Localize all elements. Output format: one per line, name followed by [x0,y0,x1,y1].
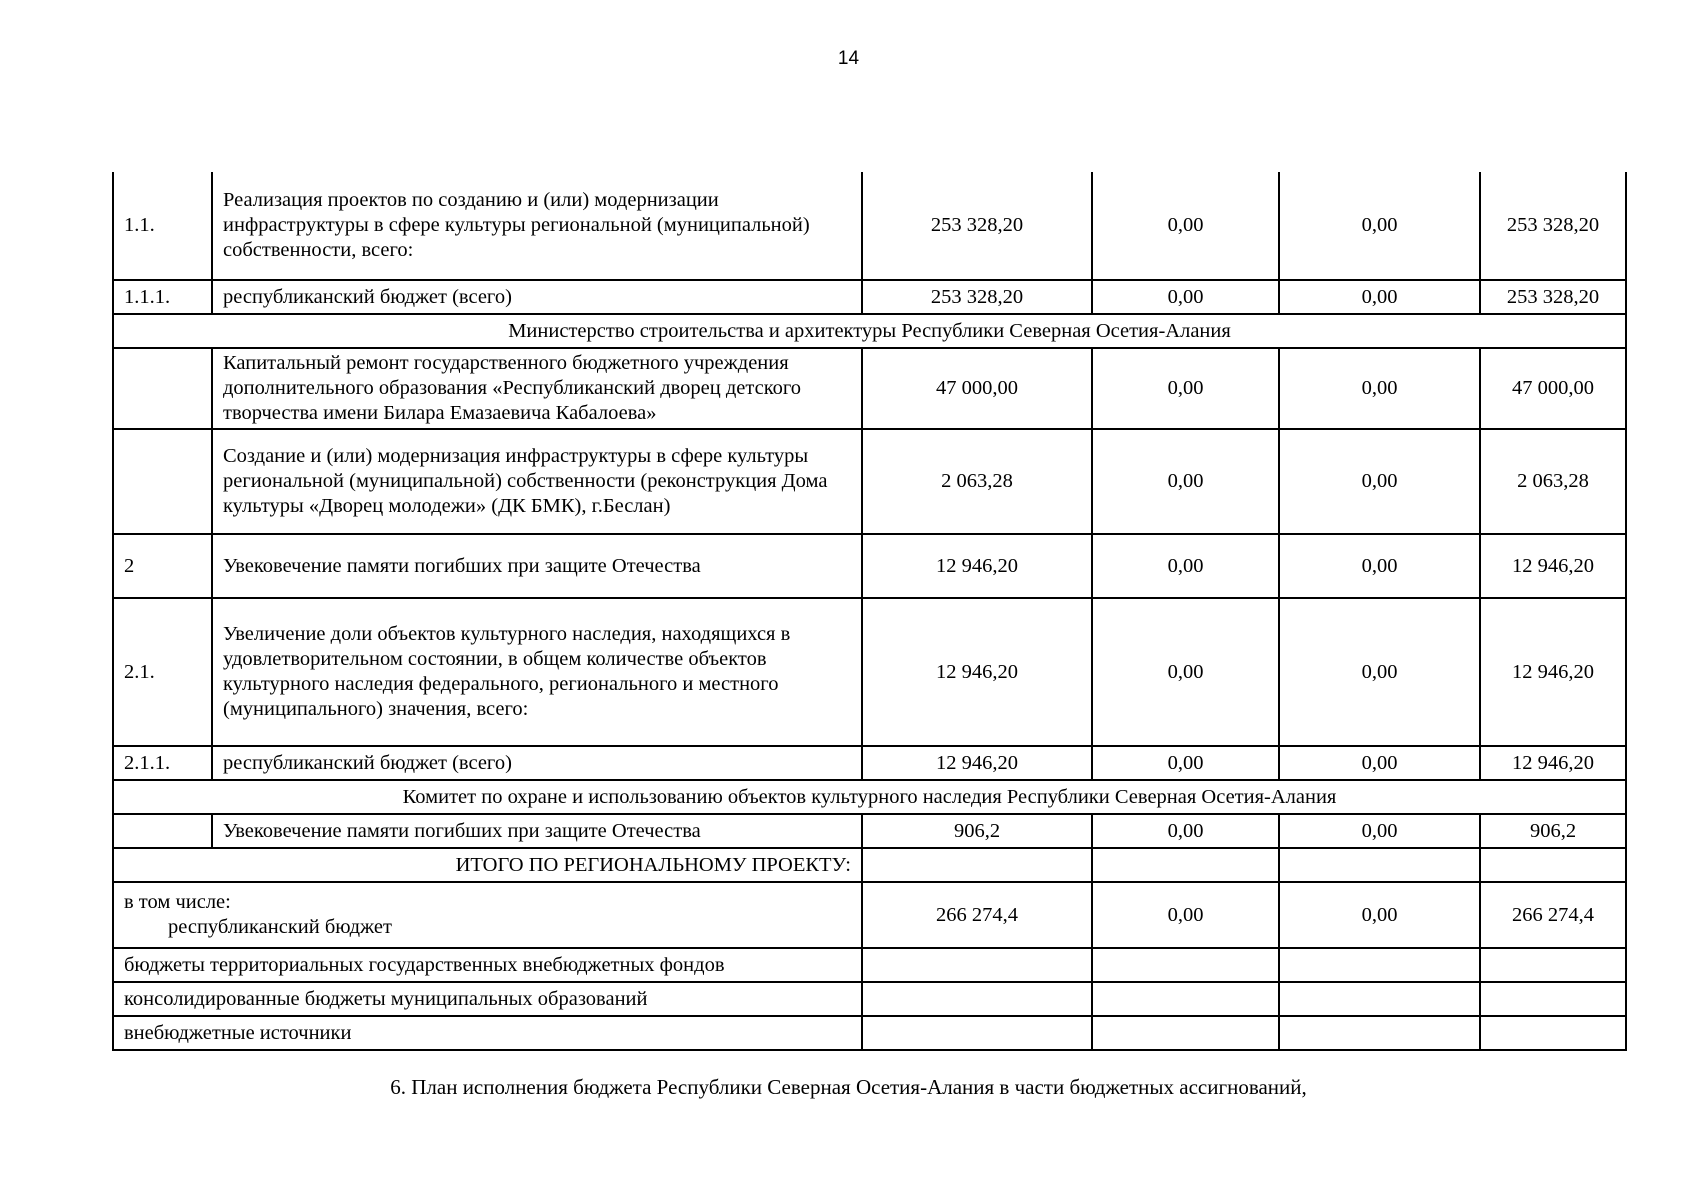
empty-cell [1480,948,1626,982]
budget-table [112,172,1627,1051]
empty-cell [862,848,1092,882]
row-label: бюджеты территориальных государственных внебюджетных фондов [113,948,862,982]
row-value-1: 12 946,20 [862,534,1092,598]
row-value-4: 253 328,20 [1480,280,1626,314]
empty-cell [862,982,1092,1016]
page-number: 14 [837,48,860,69]
row-value-1: 266 274,4 [862,882,1092,948]
row-name: Увеличение доли объектов культурного наследия, находящихся в удовлетворительном состоянии, в общем количестве объектов культурного наследия федерального, регионального и местного (муниципального) значения, всего: [212,598,862,746]
empty-cell [1092,982,1279,1016]
row-value-1: 2 063,28 [862,429,1092,534]
row-name: Реализация проектов по созданию и (или) модернизации инфраструктуры в сфере культуры региональной (муниципальной) собственности, всего: [212,172,862,280]
empty-cell [1279,948,1480,982]
table-row [113,534,1626,598]
row-value-1: 253 328,20 [862,172,1092,280]
table-row [113,982,1626,1016]
row-value-1: 47 000,00 [862,348,1092,429]
row-value-4: 253 328,20 [1480,172,1626,280]
empty-cell [1092,1016,1279,1050]
empty-cell [862,1016,1092,1050]
table-row [113,348,1626,429]
empty-cell [1092,848,1279,882]
table-row [113,948,1626,982]
row-label: консолидированные бюджеты муниципальных образований [113,982,862,1016]
row-value-4: 266 274,4 [1480,882,1626,948]
row-value-2: 0,00 [1092,172,1279,280]
table-row [113,598,1626,746]
row-value-4: 906,2 [1480,814,1626,848]
row-value-4: 12 946,20 [1480,746,1626,780]
section-title: Министерство строительства и архитектуры Республики Северная Осетия-Алания [113,314,1626,348]
row-value-1: 906,2 [862,814,1092,848]
row-value-4: 47 000,00 [1480,348,1626,429]
empty-cell [1279,982,1480,1016]
section-row [113,314,1626,348]
row-value-3: 0,00 [1279,882,1480,948]
row-value-4: 2 063,28 [1480,429,1626,534]
empty-cell [862,948,1092,982]
empty-cell [1480,1016,1626,1050]
row-number: 2 [113,534,212,598]
total-label: ИТОГО ПО РЕГИОНАЛЬНОМУ ПРОЕКТУ: [113,848,862,882]
row-value-1: 12 946,20 [862,598,1092,746]
row-value-2: 0,00 [1092,429,1279,534]
row-value-3: 0,00 [1279,814,1480,848]
including-label: в том числе: [124,891,231,913]
table-row [113,429,1626,534]
row-value-2: 0,00 [1092,882,1279,948]
row-value-3: 0,00 [1279,429,1480,534]
row-value-3: 0,00 [1279,172,1480,280]
row-name: Капитальный ремонт государственного бюджетного учреждения дополнительного образования «Республиканский дворец детского творчества имени Билара Емазаевича Кабалоева» [212,348,862,429]
row-name: республиканский бюджет (всего) [212,746,862,780]
row-value-2: 0,00 [1092,280,1279,314]
row-label: внебюджетные источники [113,1016,862,1050]
republican-budget-label: республиканский бюджет [168,916,392,938]
row-number: 1.1.1. [113,280,212,314]
row-number [113,814,212,848]
row-value-2: 0,00 [1092,348,1279,429]
row-value-2: 0,00 [1092,598,1279,746]
table-row [113,280,1626,314]
table-row [113,814,1626,848]
total-row [113,848,1626,882]
row-name: республиканский бюджет (всего) [212,280,862,314]
table-row [113,172,1626,280]
row-value-1: 253 328,20 [862,280,1092,314]
footer-text: 6. План исполнения бюджета Республики Северная Осетия-Алания в части бюджетных ассигнований, [390,1075,1307,1099]
row-number: 1.1. [113,172,212,280]
empty-cell [1480,848,1626,882]
row-value-2: 0,00 [1092,814,1279,848]
table-row [113,1016,1626,1050]
table-row [113,746,1626,780]
table-row [113,882,1626,948]
row-value-4: 12 946,20 [1480,534,1626,598]
row-value-3: 0,00 [1279,534,1480,598]
empty-cell [1480,982,1626,1016]
section-row [113,780,1626,814]
row-number: 2.1.1. [113,746,212,780]
section-title: Комитет по охране и использованию объектов культурного наследия Республики Северная Осетия-Алания [113,780,1626,814]
row-value-2: 0,00 [1092,746,1279,780]
row-name: Увековечение памяти погибших при защите Отечества [212,814,862,848]
row-value-3: 0,00 [1279,598,1480,746]
row-value-3: 0,00 [1279,280,1480,314]
row-value-2: 0,00 [1092,534,1279,598]
including-cell [113,882,862,948]
row-number: 2.1. [113,598,212,746]
row-value-1: 12 946,20 [862,746,1092,780]
row-name: Создание и (или) модернизация инфраструктуры в сфере культуры региональной (муниципальной) собственности (реконструкция Дома культуры «Дворец молодежи» (ДК БМК), г.Беслан) [212,429,862,534]
empty-cell [1279,1016,1480,1050]
row-value-3: 0,00 [1279,746,1480,780]
row-name: Увековечение памяти погибших при защите Отечества [212,534,862,598]
empty-cell [1279,848,1480,882]
row-number [113,429,212,534]
row-value-4: 12 946,20 [1480,598,1626,746]
row-value-3: 0,00 [1279,348,1480,429]
empty-cell [1092,948,1279,982]
row-number [113,348,212,429]
